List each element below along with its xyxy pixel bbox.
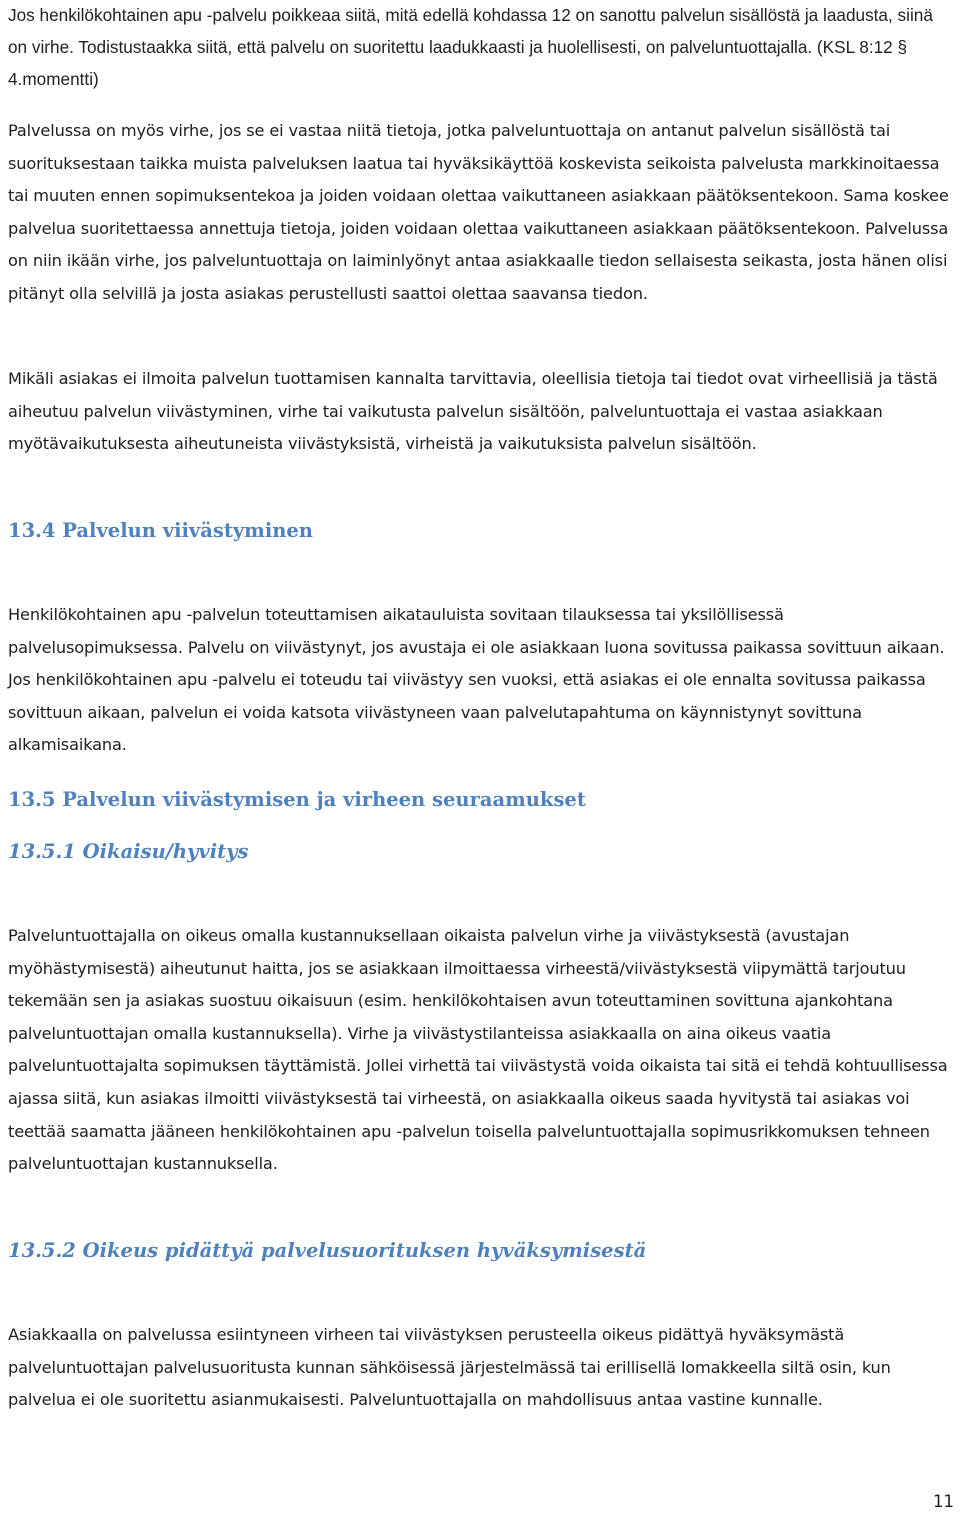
paragraph-correction-compensation: Palveluntuottajalla on oikeus omalla kustannuksellaan oikaista palvelun virhe ja viivästyksestä (avustajan myöhästymisestä) aiheutunut haitta, jos se asiakkaan ilmoittaessa virheestä/viivästyksestä viipymättä tarjoutuu tekemään sen ja asiakas suostuu oikaisuun (esim. henkilökohtaisen avun toteuttaminen sovittuna ajankohtana palveluntuottajan omalla kustannuksella). Virhe ja viivästystilanteissa asiakkaalla on aina oikeus vaatia palveluntuottajalta sopimuksen täyttämistä. Jollei virhettä tai viivästystä voida oikaista tai sitä ei tehdä kohtuullisessa ajassa siitä, kun asiakas ilmoitti viivästyksestä tai virheestä, on asiakkaalla oikeus saada hyvitystä tai asiakas voi teettää saamatta jääneen henkilökohtainen apu -palvelun toisella palveluntuottajalla sopimusrikkomuksen tehneen palveluntuottajan kustannuksella.	[8, 926, 948, 1174]
paragraph-defect-definition: Jos henkilökohtainen apu -palvelu poikkeaa siitä, mitä edellä kohdassa 12 on sanottu palvelun sisällöstä ja laadusta, siinä on virhe. Todistustaakka siitä, että palvelu on suoritettu laadukkaasti ja huolellisesti, on palveluntuottajalla. (KSL 8:12 § 4.momentti)	[8, 5, 933, 89]
paragraph-withhold-approval: Asiakkaalla on palvelussa esiintyneen virheen tai viivästyksen perusteella oikeus pidättyä hyväksymästä palveluntuottajan palvelusuoritusta kunnan sähköisessä järjestelmässä tai erillisellä lomakkeella siltä osin, kun palvelua ei ole suoritettu asianmukaisesti. Palveluntuottajalla on mahdollisuus antaa vastine kunnalle.	[8, 1325, 891, 1410]
heading-13-5-2: 13.5.2 Oikeus pidättyä palvelusuorituksen hyväksymisestä	[8, 1239, 647, 1262]
paragraph-misinformation-defect: Palvelussa on myös virhe, jos se ei vastaa niitä tietoja, jotka palveluntuottaja on antanut palvelun sisällöstä tai suorituksestaan taikka muista palveluksen laatua tai hyväksikäyttöä koskevista seikoista palvelusta markkinoitaessa tai muuten ennen sopimuksentekoa ja joiden voidaan olettaa vaikuttaneen asiakkaan päätöksentekoon. Sama koskee palvelua suoritettaessa annettuja tietoja, joiden voidaan olettaa vaikuttaneen asiakkaan päätöksentekoon. Palvelussa on niin ikään virhe, jos palveluntuottaja on laiminlyönyt antaa asiakkaalle tiedon sellaisesta seikasta, josta hänen olisi pitänyt olla selvillä ja josta asiakas perustellusti saattoi olettaa saavansa tiedon.	[8, 121, 949, 303]
paragraph-delay-definition: Henkilökohtainen apu -palvelun toteuttamisen aikatauluista sovitaan tilauksessa tai yksilöllisessä palvelusopimuksessa. Palvelu on viivästynyt, jos avustaja ei ole asiakkaan luona sovitussa paikassa sovittuun aikaan. Jos henkilökohtainen apu -palvelu ei toteudu tai viivästyy sen vuoksi, että asiakas ei ole ennalta sovitussa paikassa sovittuun aikaan, palvelun ei voida katsota viivästyneen vaan palvelutapahtuma on käynnistynyt sovittuna alkamisaikana.	[8, 605, 945, 755]
paragraph-customer-information: Mikäli asiakas ei ilmoita palvelun tuottamisen kannalta tarvittavia, oleellisia tietoja tai tiedot ovat virheellisiä ja tästä aiheutuu palvelun viivästyminen, virhe tai vaikutusta palvelun sisältöön, palveluntuottaja ei vastaa asiakkaan myötävaikutuksesta aiheutuneista viivästyksistä, virheistä ja vaikutuksista palvelun sisältöön.	[8, 369, 938, 454]
page-number: 11	[933, 1492, 954, 1511]
heading-13-5-1: 13.5.1 Oikaisu/hyvitys	[8, 840, 249, 863]
heading-13-4: 13.4 Palvelun viivästyminen	[8, 519, 313, 542]
heading-13-5: 13.5 Palvelun viivästymisen ja virheen seuraamukset	[8, 788, 586, 811]
